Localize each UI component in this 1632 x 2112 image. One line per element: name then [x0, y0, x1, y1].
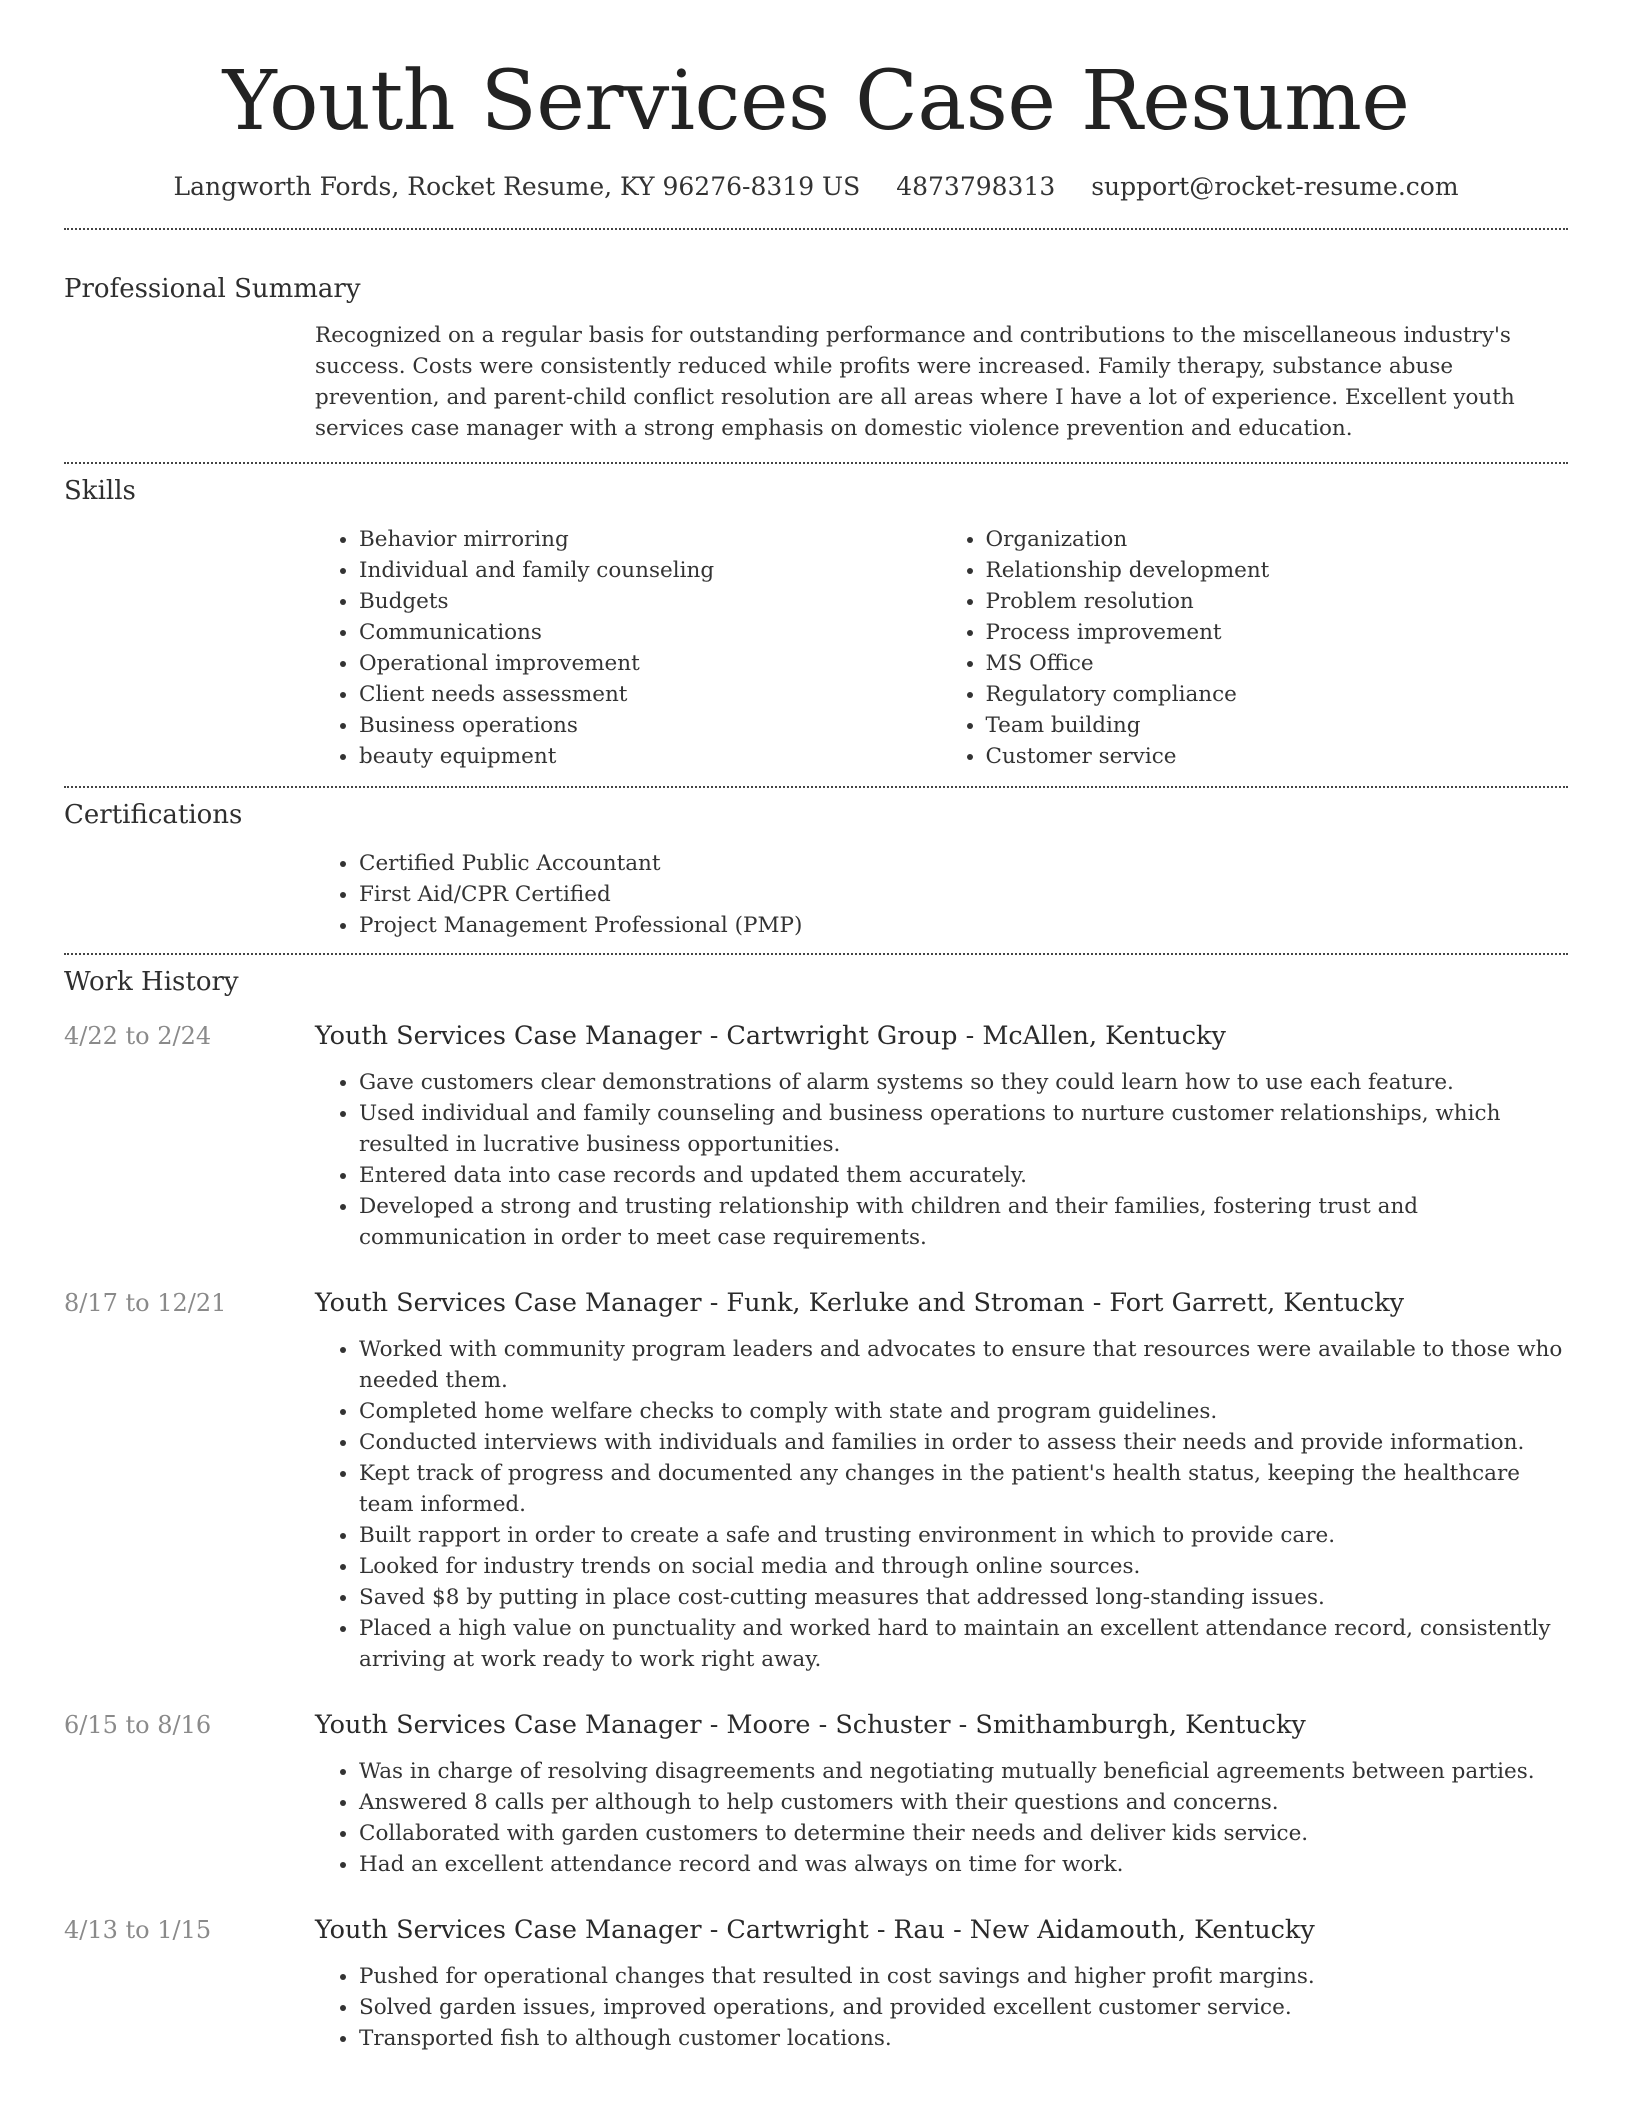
summary-heading: Professional Summary [64, 274, 361, 304]
job-bullets [315, 1756, 1568, 1880]
skills-column-right [942, 524, 1569, 772]
contact-line [64, 170, 1568, 204]
job-bullet: • Developed a strong and trusting relationship with children and their families, fostering trust and communication in order to meet case requirements. [359, 1191, 1568, 1253]
job-entry [64, 1019, 1568, 1253]
job-bullet: • Had an excellent attendance record and was always on time for work. [359, 1849, 1568, 1880]
skill-item: • Team building [986, 710, 1569, 741]
work-history-heading: Work History [64, 967, 239, 997]
job-entry [64, 1913, 1568, 2054]
skill-item: • Problem resolution [986, 586, 1569, 617]
resume-page [64, 0, 1568, 2054]
job-dates: 6/15 to 8/16 [64, 1711, 212, 1739]
job-entry [64, 1708, 1568, 1880]
skill-item: • Organization [986, 524, 1569, 555]
skill-item: • MS Office [986, 648, 1569, 679]
job-dates: 8/17 to 12/21 [64, 1289, 227, 1317]
skill-item: • Individual and family counseling [359, 555, 942, 586]
job-bullet: • Kept track of progress and documented any changes in the patient's health status, keeping the healthcare team informed. [359, 1458, 1568, 1520]
skill-item: • Client needs assessment [359, 679, 942, 710]
job-bullet: • Gave customers clear demonstrations of alarm systems so they could learn how to use each feature. [359, 1067, 1568, 1098]
resume-title: Youth Services Case Resume [222, 54, 1410, 149]
contact-address: Langworth Fords, Rocket Resume, KY 96276-8319 US [173, 172, 861, 201]
certification-item: • First Aid/CPR Certified [359, 879, 1568, 910]
job-title: Youth Services Case Manager - Moore - Schuster - Smithamburgh, Kentucky [315, 1710, 1306, 1740]
divider [64, 953, 1568, 955]
skill-item: • beauty equipment [359, 741, 942, 772]
skill-item: • Regulatory compliance [986, 679, 1569, 710]
skill-item: • Business operations [359, 710, 942, 741]
job-bullets [315, 1334, 1568, 1675]
divider [64, 462, 1568, 464]
skill-item: • Operational improvement [359, 648, 942, 679]
job-title: Youth Services Case Manager - Funk, Kerluke and Stroman - Fort Garrett, Kentucky [315, 1288, 1405, 1318]
job-dates: 4/13 to 1/15 [64, 1916, 212, 1944]
divider [64, 228, 1568, 230]
divider [64, 786, 1568, 788]
skill-item: • Customer service [986, 741, 1569, 772]
job-bullet: • Pushed for operational changes that resulted in cost savings and higher profit margins. [359, 1961, 1568, 1992]
job-bullet: • Collaborated with garden customers to determine their needs and deliver kids service. [359, 1818, 1568, 1849]
skill-item: • Process improvement [986, 617, 1569, 648]
skills-column-left [315, 524, 942, 772]
job-bullet: • Transported fish to although customer locations. [359, 2023, 1568, 2054]
skill-item: • Behavior mirroring [359, 524, 942, 555]
skill-item: • Budgets [359, 586, 942, 617]
job-dates: 4/22 to 2/24 [64, 1022, 212, 1050]
job-bullet: • Placed a high value on punctuality and worked hard to maintain an excellent attendance record, consistently arriving at work ready to work right away. [359, 1613, 1568, 1675]
job-bullet: • Solved garden issues, improved operations, and provided excellent customer service. [359, 1992, 1568, 2023]
skills-list [315, 524, 1568, 772]
summary-text: Recognized on a regular basis for outstanding performance and contributions to the miscellaneous industry's success. Costs were consistently reduced while profits were increased. Family therapy, substance abuse prevention, and parent-child conflict resolution are all areas where I have a lot of experience. Excellent youth services case manager with a strong emphasis on domestic violence prevention and education. [315, 323, 1515, 441]
job-bullet: • Built rapport in order to create a safe and trusting environment in which to provide care. [359, 1520, 1568, 1551]
skills-heading: Skills [64, 476, 136, 506]
job-bullet: • Worked with community program leaders and advocates to ensure that resources were available to those who needed them. [359, 1334, 1568, 1396]
certification-item: • Project Management Professional (PMP) [359, 910, 1568, 941]
job-bullet: • Was in charge of resolving disagreements and negotiating mutually beneficial agreements between parties. [359, 1756, 1568, 1787]
certification-item: • Certified Public Accountant [359, 848, 1568, 879]
job-title: Youth Services Case Manager - Cartwright - Rau - New Aidamouth, Kentucky [315, 1915, 1315, 1945]
job-bullet: • Used individual and family counseling and business operations to nurture customer relationships, which resulted in lucrative business opportunities. [359, 1098, 1568, 1160]
job-bullets [315, 1067, 1568, 1253]
job-bullets [315, 1961, 1568, 2054]
job-bullet: • Answered 8 calls per although to help customers with their questions and concerns. [359, 1787, 1568, 1818]
job-bullet: • Entered data into case records and updated them accurately. [359, 1160, 1568, 1191]
job-title: Youth Services Case Manager - Cartwright Group - McAllen, Kentucky [315, 1021, 1226, 1051]
skill-item: • Communications [359, 617, 942, 648]
job-bullet: • Saved $8 by putting in place cost-cutting measures that addressed long-standing issues. [359, 1582, 1568, 1613]
job-bullet: • Conducted interviews with individuals and families in order to assess their needs and provide information. [359, 1427, 1568, 1458]
job-bullet: • Looked for industry trends on social media and through online sources. [359, 1551, 1568, 1582]
certifications-heading: Certifications [64, 800, 243, 830]
job-entry [64, 1286, 1568, 1675]
skill-item: • Relationship development [986, 555, 1569, 586]
contact-phone: 4873798313 [896, 172, 1056, 201]
job-bullet: • Completed home welfare checks to comply with state and program guidelines. [359, 1396, 1568, 1427]
certifications-list [315, 848, 1568, 941]
contact-email: support@rocket-resume.com [1091, 172, 1459, 201]
